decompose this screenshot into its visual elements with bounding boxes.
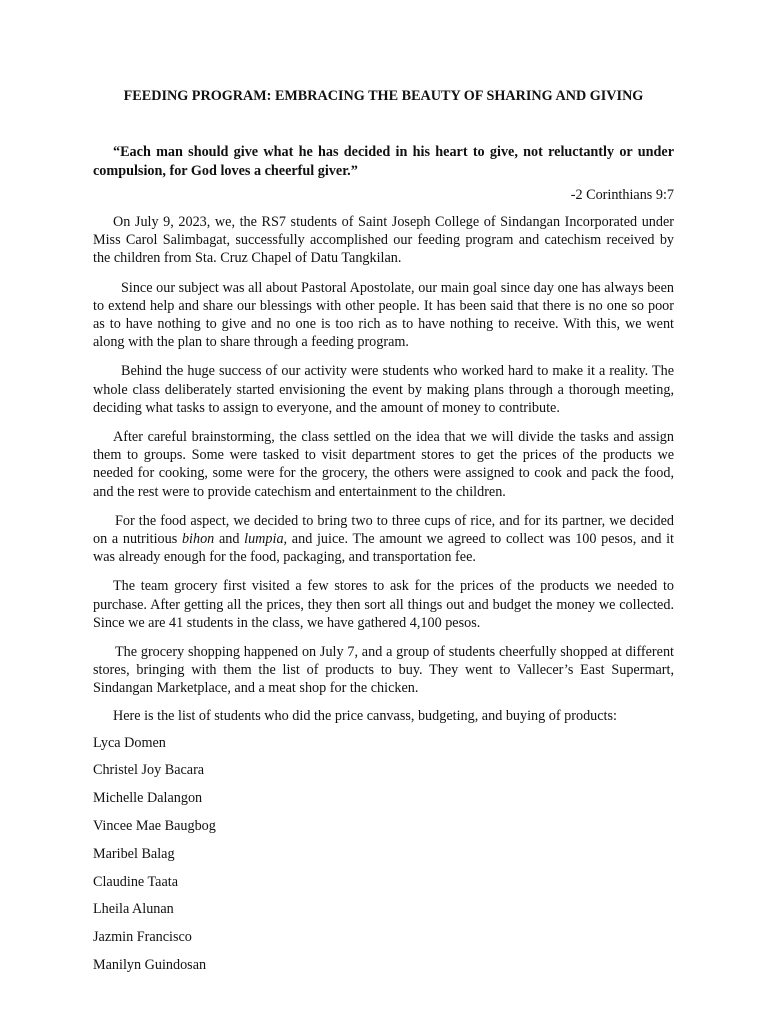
paragraph-food [93, 512, 674, 567]
paragraph-goal: Since our subject was all about Pastoral Apostolate, our main goal since day one has always been to extend help and share our blessings with other people. It has been said that there is no one so poor as to have nothing to give and no one is too rich as to have nothing to receive. With this, we went along with the plan to share through a feeding program. [93, 279, 674, 351]
food-text-part2: and [214, 531, 245, 548]
paragraph-budget: The team grocery first visited a few stores to ask for the prices of the products we needed to purchase. After getting all the prices, they then sort all things out and budget the money we collected. Since we are 41 students in the class, we have gathered 4,100 pesos. [93, 578, 674, 631]
list-item: Claudine Taata [93, 873, 179, 890]
verse-reference: -2 Corinthians 9:7 [570, 187, 674, 203]
student-list [93, 734, 674, 974]
list-item: Michelle Dalangon [93, 790, 203, 807]
document-page [93, 87, 674, 984]
document-title: FEEDING PROGRAM: EMBRACING THE BEAUTY OF SHARING AND GIVING [123, 88, 644, 104]
list-item: Lheila Alunan [93, 901, 174, 918]
paragraph-intro: On July 9, 2023, we, the RS7 students of Saint Joseph College of Sindangan Incorporated under Miss Carol Salimbagat, successfully accomplished our feeding program and catechism received by the children from Sta. Cruz Chapel of Datu Tangkilan. [93, 214, 674, 267]
list-item: Christel Joy Bacara [93, 762, 205, 779]
food-italic-lumpia: lumpia, [244, 531, 288, 548]
list-item: Maribel Balag [93, 845, 175, 862]
student-list-intro: Here is the list of students who did the price canvass, budgeting, and buying of products: [113, 707, 617, 724]
list-item: Manilyn Guindosan [93, 957, 207, 974]
food-italic-bihon: bihon [181, 531, 215, 548]
epigraph-quote: “Each man should give what he has decided in his heart to give, not reluctantly or under compulsion, for God loves a cheerful giver.” [93, 144, 674, 179]
paragraph-shopping: The grocery shopping happened on July 7, and a group of students cheerfully shopped at different stores, bringing with them the list of products to buy. They went to Vallecer’s East Supermart, Sindangan Marketplace, and a meat shop for the chicken. [93, 644, 674, 697]
list-item: Lyca Domen [93, 734, 166, 751]
food-text-part3: and juice. The amount we agreed to collect was 100 pesos, and it was already enough for the food, packaging, and transportation fee. [93, 531, 674, 566]
list-item: Vincee Mae Baugbog [93, 818, 216, 835]
food-text-part1: For the food aspect, we decided to bring two to three cups of rice, and for its partner, we decided on a nutritious [93, 512, 674, 548]
paragraph-planning: Behind the huge success of our activity were students who worked hard to make it a reality. The whole class deliberately started envisioning the event by making plans through a thorough meeting, deciding what tasks to assign to everyone, and the amount of money to contribute. [93, 363, 674, 416]
list-item: Jazmin Francisco [93, 929, 192, 946]
paragraph-tasks: After careful brainstorming, the class settled on the idea that we will divide the tasks and assign them to groups. Some were tasked to visit department stores to get the prices of the products we needed for cooking, some were for the grocery, the others were assigned to cook and pack the food, and the rest were to provide catechism and entertainment to the children. [93, 429, 674, 500]
